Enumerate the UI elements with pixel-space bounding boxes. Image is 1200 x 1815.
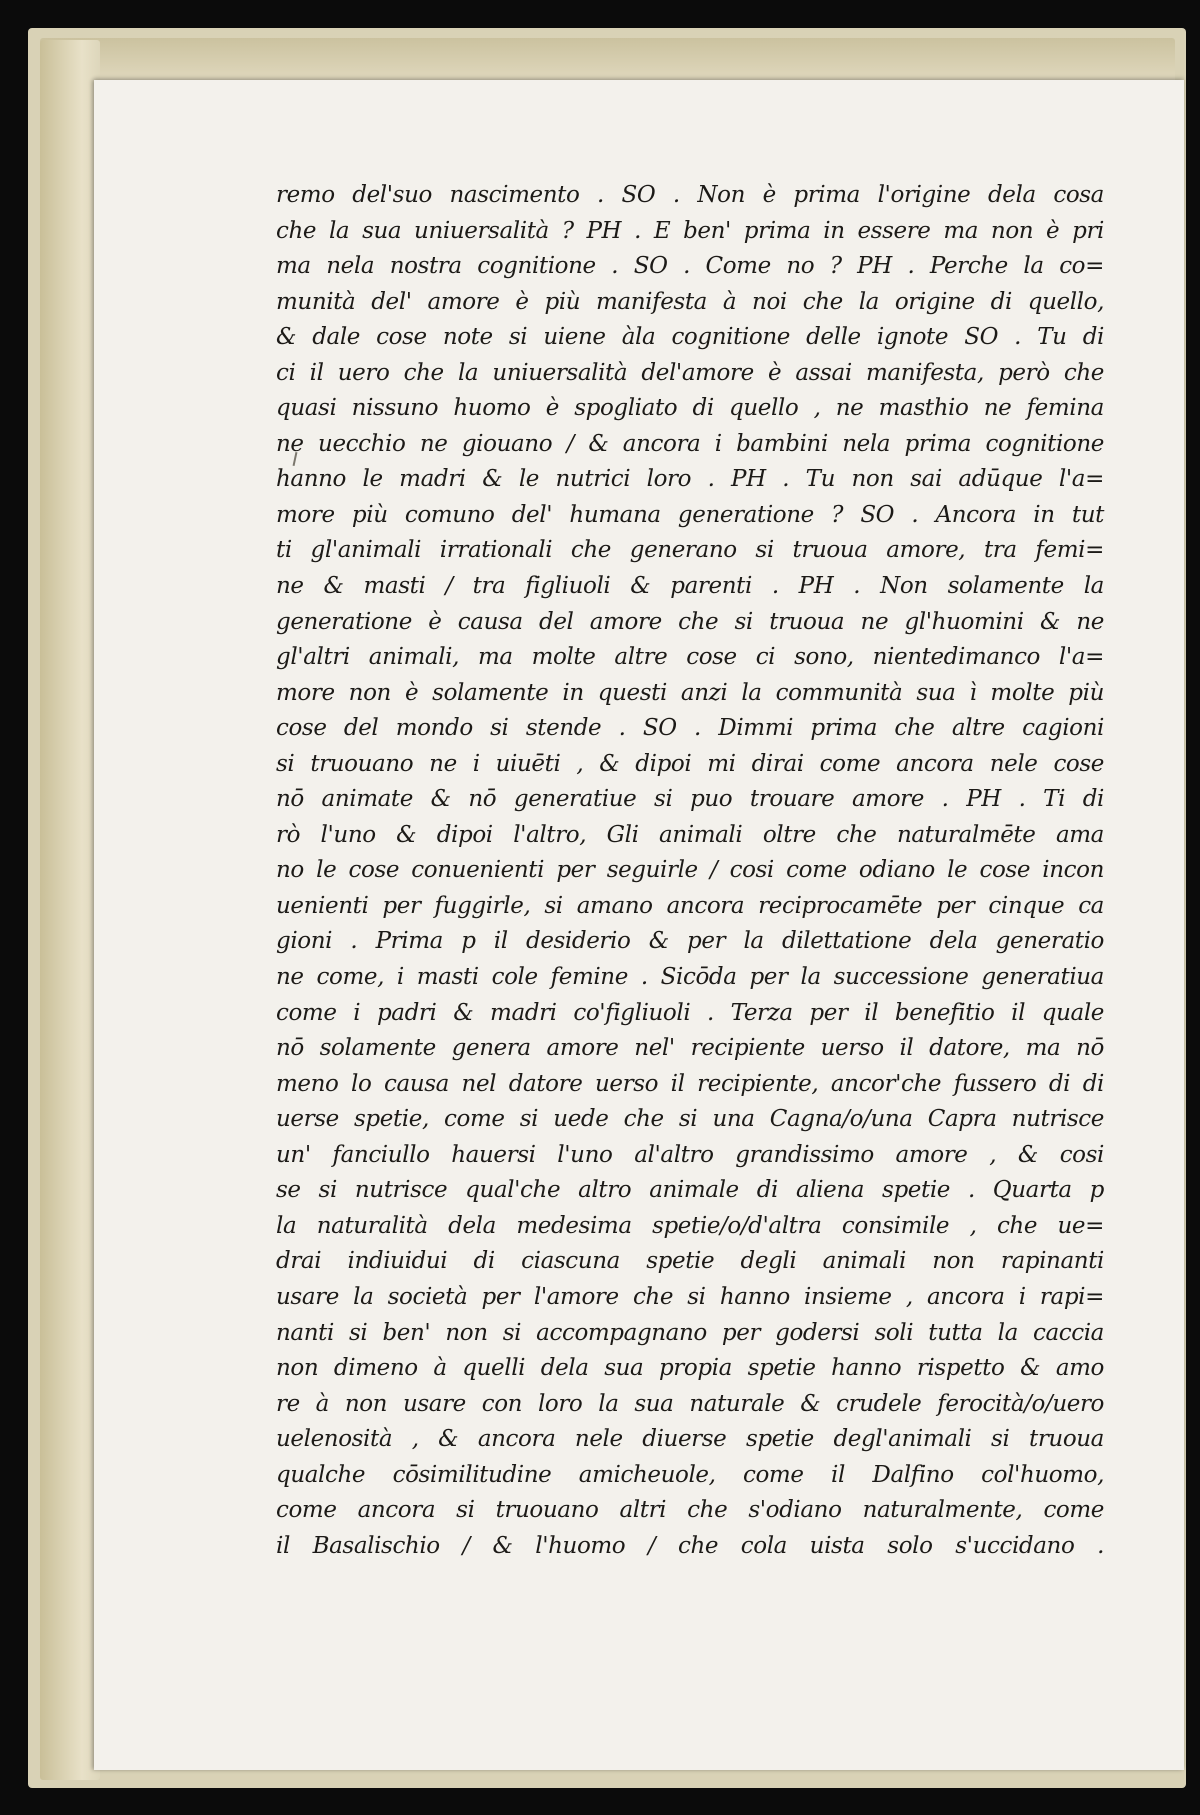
text-line: more più comuno del' humana generatione ? SO . Ancora in tut — [276, 501, 1104, 528]
text-line: quasi nissuno huomo è spogliato di quello , ne masthio ne femina — [276, 395, 1104, 422]
text-line: no le cose conuenienti per seguirle / cosi come odiano le cose incon — [276, 857, 1104, 884]
text-line: & dale cose note si uiene àla cognitione delle ignote SO . Tu di — [276, 324, 1104, 351]
text-line: nō animate & nō generatiue si puo trouare amore . PH . Ti di — [276, 786, 1104, 813]
text-line: il Basalischio / & l'huomo / che cola uista solo s'uccidano . — [276, 1532, 1104, 1559]
text-line: nō solamente genera amore nel' recipiente uerso il datore, ma nō — [276, 1035, 1104, 1062]
text-line: ne come, i masti cole femine . Sicōda per la successione generatiua — [276, 964, 1104, 991]
text-line: uelenosità , & ancora nele diuerse spetie degl'animali si truoua — [276, 1426, 1104, 1453]
text-line: gl'altri animali, ma molte altre cose ci sono, nientedimanco l'a= — [276, 644, 1104, 671]
text-line: nanti si ben' non si accompagnano per godersi soli tutta la caccia — [276, 1319, 1104, 1346]
text-line: se si nutrisce qual'che altro animale di aliena spetie . Quarta p — [276, 1177, 1104, 1204]
text-line: remo del'suo nascimento . SO . Non è prima l'origine dela cosa — [276, 182, 1104, 208]
text-line: cose del mondo si stende . SO . Dimmi prima che altre cagioni — [276, 715, 1104, 742]
text-line: gioni . Prima p il desiderio & per la dilettatione dela generatio — [276, 928, 1104, 955]
text-line: munità del' amore è più manifesta à noi che la origine di quello, — [276, 288, 1104, 315]
text-line: meno lo causa nel datore uerso il recipiente, ancor'che fussero di di — [276, 1070, 1104, 1097]
text-line: hanno le madri & le nutrici loro . PH . Tu non sai adūque l'a= — [276, 466, 1104, 493]
text-line: more non è solamente in questi anzi la communità sua ì molte più — [276, 679, 1104, 706]
page-text-block — [276, 178, 1104, 1564]
text-line: drai indiuidui di ciascuna spetie degli animali non rapinanti — [276, 1248, 1104, 1275]
text-line: generatione è causa del amore che si truoua ne gl'huomini & ne — [276, 608, 1104, 635]
text-line: uenienti per fuggirle, si amano ancora reciprocamēte per cinque ca — [276, 892, 1104, 919]
text-line: che la sua uniuersalità ? PH . E ben' prima in essere ma non è pri — [276, 217, 1104, 244]
text-line: un' fanciullo hauersi l'uno al'altro grandissimo amore , & cosi — [276, 1141, 1104, 1168]
text-line: ne & masti / tra figliuoli & parenti . PH . Non solamente la — [276, 573, 1104, 600]
page-stub-left — [40, 40, 100, 1780]
text-line: non dimeno à quelli dela sua propia spetie hanno rispetto & amo — [276, 1355, 1104, 1382]
text-line: come ancora si truouano altri che s'odiano naturalmente, come — [276, 1497, 1104, 1524]
text-line: usare la società per l'amore che si hanno insieme , ancora i rapi= — [276, 1283, 1104, 1310]
text-line: qualche cōsimilitudine amicheuole, come il Dalfino col'huomo, — [276, 1461, 1104, 1488]
text-line: ci il uero che la uniuersalità del'amore è assai manifesta, però che — [276, 359, 1104, 386]
text-line: re à non usare con loro la sua naturale & crudele ferocità/o/uero — [276, 1390, 1104, 1417]
text-line: uerse spetie, come si uede che si una Cagna/o/una Capra nutrisce — [276, 1106, 1104, 1133]
text-line: ne uecchio ne giouano / & ancora i bambini nela prima cognitione — [276, 430, 1104, 457]
text-line: rò l'uno & dipoi l'altro, Gli animali oltre che naturalmēte ama — [276, 821, 1104, 848]
text-line: ti gl'animali irrationali che generano si truoua amore, tra femi= — [276, 537, 1104, 564]
text-line: ma nela nostra cognitione . SO . Come no ? PH . Perche la co= — [276, 253, 1104, 280]
text-line: si truouano ne i uiuēti , & dipoi mi dirai come ancora nele cose — [276, 750, 1104, 777]
text-line: come i padri & madri co'figliuoli . Terza per il benefitio il quale — [276, 999, 1104, 1026]
text-line: la naturalità dela medesima spetie/o/d'altra consimile , che ue= — [276, 1212, 1104, 1239]
